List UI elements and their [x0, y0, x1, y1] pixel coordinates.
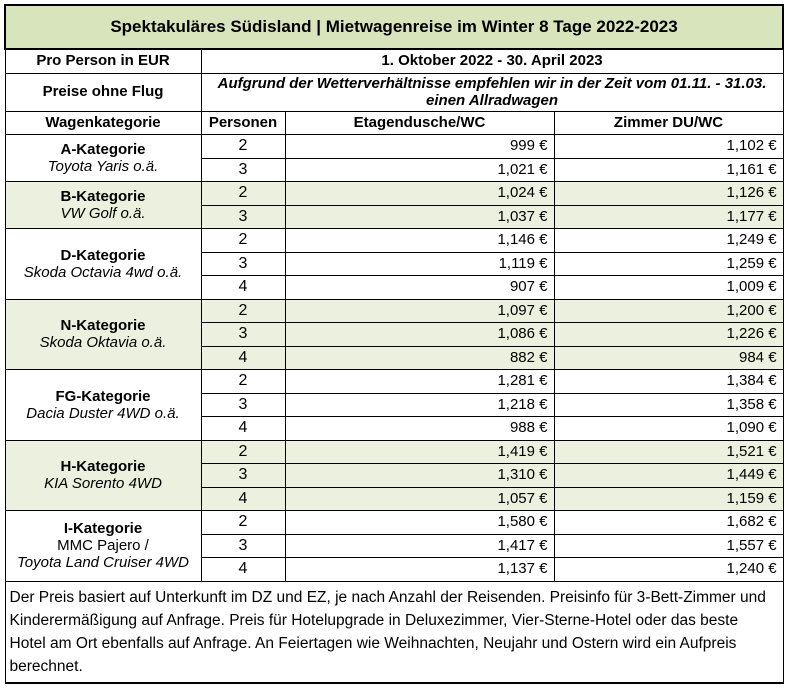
floor-price-cell: 1,037 €	[285, 205, 554, 228]
travel-period: 1. Oktober 2022 - 30. April 2023	[201, 49, 783, 73]
room-price-cell: 1,521 €	[554, 440, 783, 463]
category-name: I-Kategorie	[63, 520, 143, 537]
persons-cell: 3	[201, 322, 285, 346]
per-person-label: Pro Person in EUR	[5, 49, 201, 73]
category-name: FG-Kategorie	[55, 387, 151, 405]
category-name: B-Kategorie	[60, 187, 146, 205]
persons-cell: 3	[201, 158, 285, 181]
floor-price-cell: 1,580 €	[285, 510, 554, 534]
persons-cell: 2	[201, 181, 285, 205]
table-row	[5, 440, 783, 463]
table-row	[5, 299, 783, 322]
floor-price-cell: 1,137 €	[285, 557, 554, 581]
category-cell-i	[5, 510, 201, 581]
floor-price-cell: 1,086 €	[285, 322, 554, 346]
room-price-cell: 984 €	[554, 346, 783, 369]
table-row	[5, 134, 783, 158]
persons-cell: 4	[201, 416, 285, 440]
floor-price-cell: 907 €	[285, 275, 554, 299]
floor-price-cell: 1,021 €	[285, 158, 554, 181]
footer-row	[5, 581, 783, 683]
persons-cell: 2	[201, 299, 285, 322]
column-header-persons: Personen	[201, 111, 285, 134]
category-cell-fg	[5, 369, 201, 440]
category-car: KIA Sorento 4WD	[44, 475, 162, 492]
room-price-cell: 1,240 €	[554, 557, 783, 581]
floor-price-cell: 988 €	[285, 416, 554, 440]
persons-cell: 2	[201, 134, 285, 158]
weather-note: Aufgrund der Wetterverhältnisse empfehlen wir in der Zeit vom 01.11. - 31.03. einen Allradwagen	[201, 73, 783, 111]
footer-note: Der Preis basiert auf Unterkunft im DZ und EZ, je nach Anzahl der Reisenden. Preisinfo für 3-Bett-Zimmer und Kinderermäßigung auf Anfrage. Preis für Hotelupgrade in Deluxezimmer, Vier-Sterne-Hotel oder das beste Hotel am Ort ebenfalls auf Anfrage. An Feiertagen wie Weihnachten, Neujahr und Ostern wird ein Aufpreis berechnet.	[5, 581, 783, 683]
room-price-cell: 1,159 €	[554, 487, 783, 510]
table-row	[5, 181, 783, 205]
table-title: Spektakuläres Südisland | Mietwagenreise im Winter 8 Tage 2022-2023	[5, 5, 783, 49]
room-price-cell: 1,090 €	[554, 416, 783, 440]
floor-price-cell: 1,218 €	[285, 393, 554, 416]
room-price-cell: 1,682 €	[554, 510, 783, 534]
category-cell-b	[5, 181, 201, 228]
category-cell-d	[5, 228, 201, 299]
floor-price-cell: 1,281 €	[285, 369, 554, 393]
title-row	[5, 5, 783, 49]
room-price-cell: 1,358 €	[554, 393, 783, 416]
category-cell-h	[5, 440, 201, 510]
room-price-cell: 1,249 €	[554, 228, 783, 252]
table-row	[5, 228, 783, 252]
column-header-category: Wagenkategorie	[5, 111, 201, 134]
persons-cell: 2	[201, 369, 285, 393]
column-header-row	[5, 111, 783, 134]
floor-price-cell: 1,419 €	[285, 440, 554, 463]
room-price-cell: 1,200 €	[554, 299, 783, 322]
category-car: Dacia Duster 4WD o.ä.	[26, 404, 180, 422]
note-row	[5, 73, 783, 111]
column-header-floor-shower: Etagendusche/WC	[285, 111, 554, 134]
persons-cell: 3	[201, 205, 285, 228]
room-price-cell: 1,009 €	[554, 275, 783, 299]
room-price-cell: 1,259 €	[554, 252, 783, 275]
room-price-cell: 1,102 €	[554, 134, 783, 158]
floor-price-cell: 1,146 €	[285, 228, 554, 252]
persons-cell: 2	[201, 228, 285, 252]
room-price-cell: 1,177 €	[554, 205, 783, 228]
floor-price-cell: 882 €	[285, 346, 554, 369]
floor-price-cell: 1,024 €	[285, 181, 554, 205]
category-car-line2: Toyota Land Cruiser 4WD	[16, 554, 190, 571]
period-row	[5, 49, 783, 73]
room-price-cell: 1,126 €	[554, 181, 783, 205]
room-price-cell: 1,161 €	[554, 158, 783, 181]
persons-cell: 3	[201, 463, 285, 487]
floor-price-cell: 1,417 €	[285, 534, 554, 557]
category-car: Skoda Octavia 4wd o.ä.	[23, 263, 183, 281]
price-table	[4, 4, 784, 684]
persons-cell: 4	[201, 487, 285, 510]
price-table-container	[4, 4, 782, 684]
table-row	[5, 510, 783, 534]
floor-price-cell: 1,119 €	[285, 252, 554, 275]
category-cell-a	[5, 134, 201, 181]
category-name: D-Kategorie	[60, 246, 146, 264]
room-price-cell: 1,557 €	[554, 534, 783, 557]
room-price-cell: 1,449 €	[554, 463, 783, 487]
floor-price-cell: 999 €	[285, 134, 554, 158]
floor-price-cell: 1,057 €	[285, 487, 554, 510]
category-cell-n	[5, 299, 201, 369]
floor-price-cell: 1,097 €	[285, 299, 554, 322]
room-price-cell: 1,384 €	[554, 369, 783, 393]
category-car: Toyota Yaris o.ä.	[47, 157, 159, 175]
category-name: H-Kategorie	[60, 458, 146, 475]
persons-cell: 3	[201, 534, 285, 557]
persons-cell: 3	[201, 252, 285, 275]
room-price-cell: 1,226 €	[554, 322, 783, 346]
category-car-line1: MMC Pajero /	[57, 537, 149, 554]
category-name: N-Kategorie	[60, 317, 146, 334]
persons-cell: 4	[201, 557, 285, 581]
persons-cell: 3	[201, 393, 285, 416]
table-row	[5, 369, 783, 393]
persons-cell: 2	[201, 510, 285, 534]
persons-cell: 4	[201, 346, 285, 369]
category-car: VW Golf o.ä.	[60, 204, 146, 222]
persons-cell: 4	[201, 275, 285, 299]
category-car: Skoda Oktavia o.ä.	[39, 334, 167, 351]
floor-price-cell: 1,310 €	[285, 463, 554, 487]
column-header-room-shower: Zimmer DU/WC	[554, 111, 783, 134]
category-name: A-Kategorie	[60, 140, 146, 158]
no-flight-label: Preise ohne Flug	[5, 73, 201, 111]
persons-cell: 2	[201, 440, 285, 463]
